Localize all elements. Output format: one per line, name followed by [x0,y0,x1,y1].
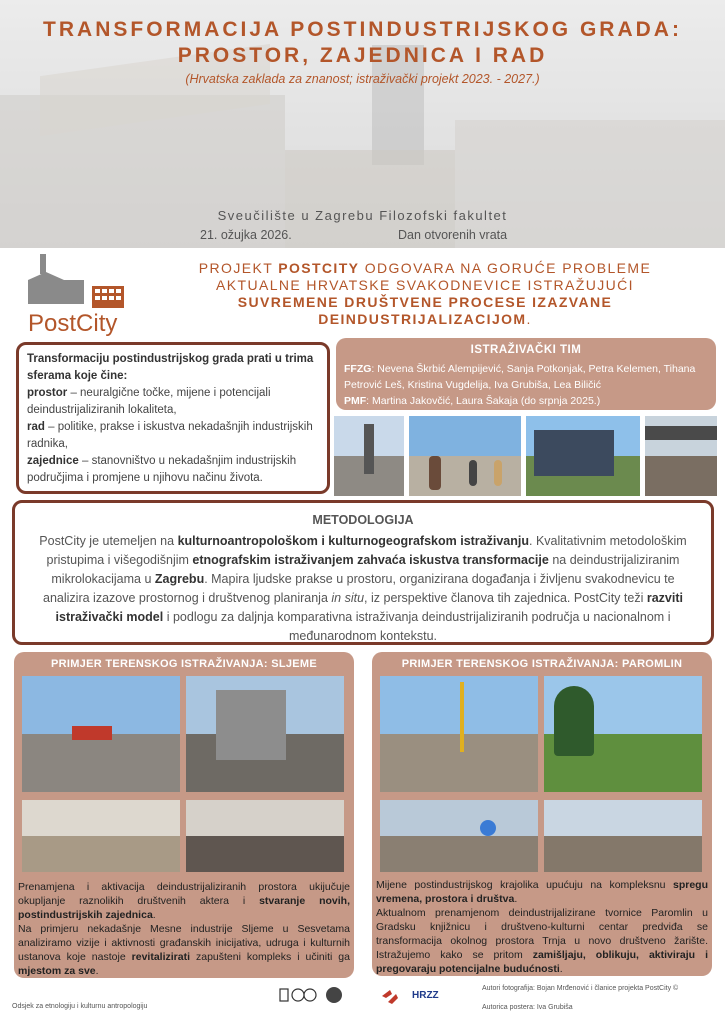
sphere-desc-space: – neuralgične točke, mijene i potencijali deindustrijaliziranih lokaliteta, [27,387,271,416]
team-pmf-members: : Martina Jakovčić, Laura Šakaja (do srpnja 2025.) [366,395,601,407]
team-ffzg-members: : Nevena Škrbić Alempijević, Sanja Potkonjak, Petra Kelemen, Tihana Petrović Leš, Kristina Vugdelija, Iva Grubiša, Lea Biličić [344,363,696,391]
methodology-text [33,532,693,646]
paromlin-text [376,878,708,976]
paromlin-bold: zamišljaju, oblikuju, aktiviraju i pregovaraju potencijalne budućnosti [376,949,708,975]
methodology-box [12,500,714,645]
intro-end: . [526,311,532,327]
sljeme-part: Na primjeru nekadašnje Mesne industrije Sljeme u Sesvetama analiziramo vizije i aktivnosti građanskih inicijativa, udruga i kulturnih ustanova koje nastoje [18,923,350,963]
methodology-part: , iz perspektive članova tih zajednica. PostCity teži [364,591,647,605]
poster-title-line2: PROSTOR, ZAJEDNICA I RAD [177,44,548,67]
photo-market-hall [645,416,717,496]
sphere-term-space: prostor [27,387,68,399]
sphere-desc-work: – politike, prakse i iskustva nekadašnjih industrijskih radnika, [27,421,313,450]
spheres-heading: Transformaciju postindustrijskog grada prati u trima sferama koje čine: [27,353,314,382]
sljeme-part: zapušteni kompleks i učiniti ga [190,951,350,963]
paromlin-part: . [559,963,563,975]
sljeme-part: . [152,909,156,921]
postcity-logo-text: PostCity [28,310,118,337]
methodology-bold: etnografskim istraživanjem zahvaća iskustva transformacije [192,553,549,567]
project-intro [145,260,705,328]
methodology-bold: kulturnoantropološkom i kulturnogeografskom istraživanju [177,534,529,548]
photo-group-outdoors [409,416,521,496]
sphere-desc-community: – stanovništvo u nekadašnjim industrijskih područjima i promjene u njihovu načinu života. [27,455,297,484]
methodology-part: na deindustrijaliziranim mikrolokacijama u [51,553,680,586]
sljeme-part: Prenamjena i aktivacija deindustrijaliziranih prostora ukijučuje okupljanje raznolikih društvenih aktera i [18,881,350,907]
intro-text: PROJEKT [198,260,279,276]
photo-paromlin-construction [380,676,538,792]
photo-sljeme-meeting [186,800,344,872]
hrzz-text: HRZZ [412,990,439,1001]
team-pmf-label: PMF [344,395,367,407]
photo-paromlin-ruins [544,800,702,872]
sphere-term-community: zajednice [27,455,79,467]
intro-project-name: POSTCITY [278,260,360,276]
faculty-name: Sveučilište u Zagrebu Filozofski fakultet [217,208,508,223]
sljeme-bold: stvaranje novih, postindustrijskih zajednica [18,895,350,921]
sljeme-bold: mjestom za sve [18,965,96,977]
event-name: Dan otvorenih vrata [398,228,508,242]
sljeme-card [14,652,354,978]
paromlin-part: . [514,893,518,905]
intro-line2: AKTUALNE HRVATSKE SVAKODNEVICE ISTRAŽUJUĆI [216,277,634,293]
methodology-heading: METODOLOGIJA [312,513,414,527]
research-team-panel [336,338,716,410]
photo-credits: Autori fotografija: Bojan Mrđenović i članice projekta PostCity © [482,985,679,992]
sljeme-text [18,880,350,978]
intro-text: ODGOVARA NA GORUĆE PROBLEME [359,260,652,276]
intro-line4: DEINDUSTRIJALIZACIJOM [318,311,527,327]
paromlin-part: Aktualnom prenamjenom deindustrijalizirane tvornice Paromlin u Gradsku knjižnicu i društveno-kulturni centar predviđa se transformacija okolnog prostora Trnja u novo društveno žarište. Istražujemo kako se pritom [376,907,708,961]
photo-sljeme-silo [186,676,344,792]
event-date: 21. ožujka 2026. [200,228,292,242]
photo-modern-building [526,416,640,496]
methodology-bold: Zagrebu [154,572,205,586]
photo-paromlin-site-visit [380,800,538,872]
methodology-italic: in situ [331,591,365,605]
intro-line3: SUVREMENE DRUŠTVENE PROCESE IZAZVANE [237,294,613,310]
methodology-part: . Kvalitativnim metodološkim pristupima i višegodišnjim [46,534,687,567]
methodology-part: i podlogu za daljnja komparativna istraživanja deindustrijaliziranih područja u nacionalnom i međunarodnom kontekstu. [163,610,671,643]
paromlin-card [372,652,712,976]
sljeme-bold: revitalizirati [131,951,191,963]
methodology-part: PostCity je utemeljen na [39,534,178,548]
photo-sljeme-interior [22,800,180,872]
department-name: Odsjek za etnologiju i kulturnu antropologiju [12,1003,148,1010]
paromlin-bold: spregu vremena, prostora i društva [376,879,708,905]
team-ffzg-label: FFZG [344,363,372,375]
photo-sljeme-rooftop [22,676,180,792]
team-heading: ISTRAŽIVAČKI TIM [470,344,582,356]
paromlin-heading: PRIMJER TERENSKOG ISTRAŽIVANJA: PAROMLIN [401,658,683,670]
university-logos-icon [276,986,346,1004]
sljeme-part: . [95,965,99,977]
hrzz-logo-icon [380,988,410,1004]
methodology-bold: razviti istraživački model [55,591,683,624]
methodology-part: . Mapira ljudske prakse u prostoru, organizirana događanja i življenu svakodnevicu te analizira izazove prostornog i društvenog planiranja [43,572,675,605]
spheres-box [16,342,330,494]
photo-paromlin-park [544,676,702,792]
photo-water-tower [334,416,404,496]
poster-author: Autorica postera: Iva Grubiša [482,1004,573,1011]
poster-title-line1: TRANSFORMACIJA POSTINDUSTRIJSKOG GRADA: [43,18,682,41]
sljeme-heading: PRIMJER TERENSKOG ISTRAŽIVANJA: SLJEME [50,658,318,670]
paromlin-part: Mijene postindustrijskog krajolika upućuju na kompleksnu [376,879,673,891]
poster-subtitle: (Hrvatska zaklada za znanost; istraživački projekt 2023. - 2027.) [185,72,540,86]
sphere-term-work: rad [27,421,45,433]
